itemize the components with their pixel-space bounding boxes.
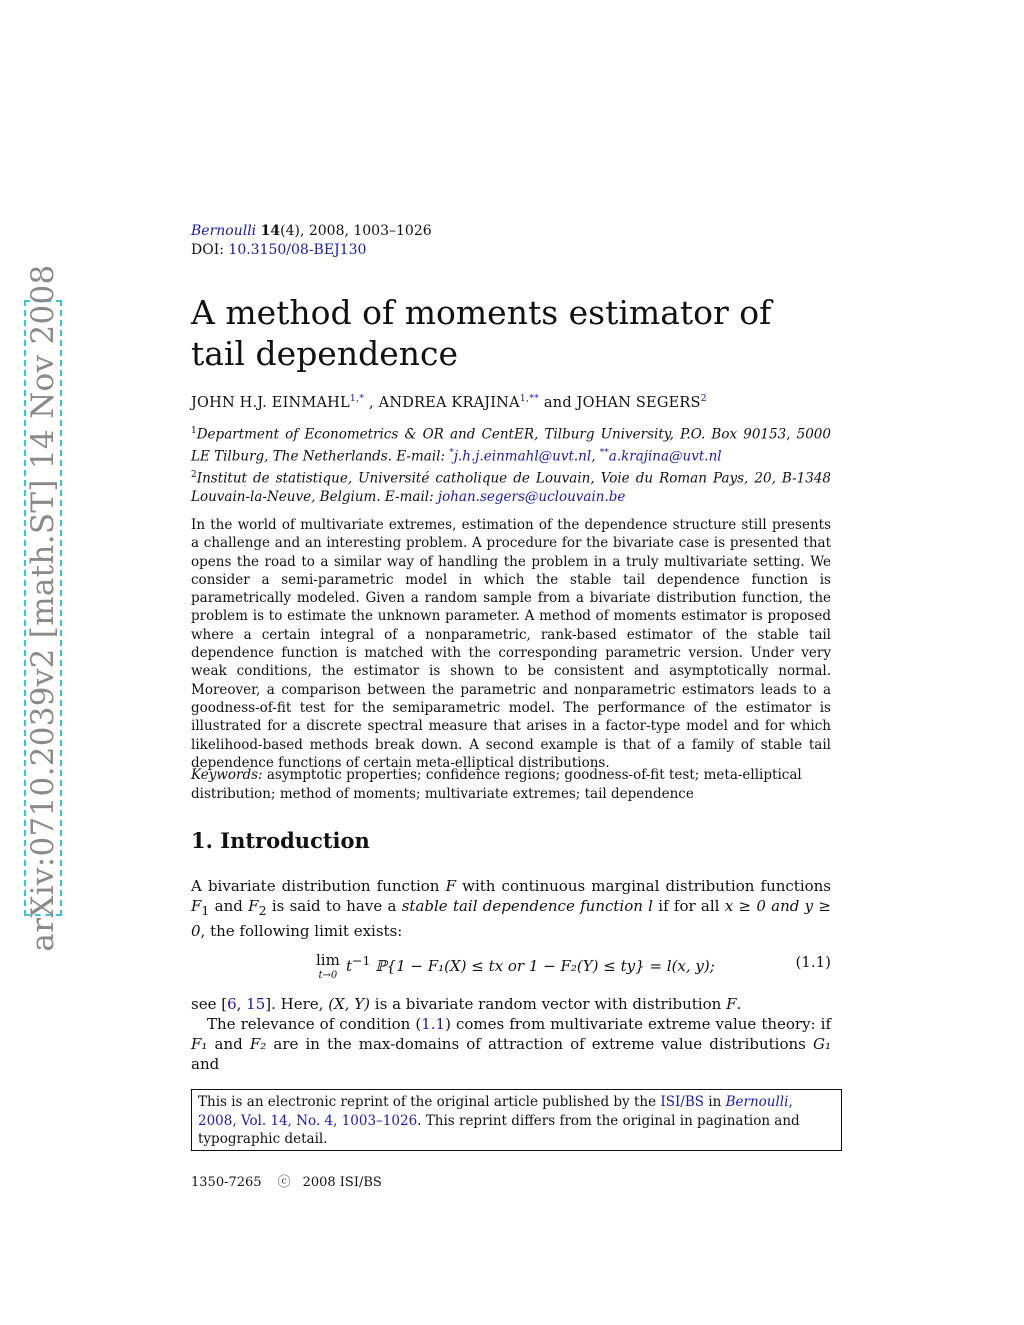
doi-link[interactable]: 10.3150/08-BEJ130 <box>228 242 367 258</box>
affiliation-text: Department of Econometrics & OR and CentER, Tilburg University, P.O. Box 90153, 5000 LE Tilburg, The Netherlands. E-mail: <box>191 426 831 465</box>
journal-name-link[interactable]: Bernoulli <box>191 223 257 239</box>
publisher-link[interactable]: ISI/BS <box>660 1094 704 1110</box>
text-run: and <box>207 1035 250 1053</box>
equation-ref-link[interactable]: 1.1 <box>421 1015 446 1033</box>
journal-link[interactable]: Bernoulli <box>725 1094 789 1110</box>
email-mark: * <box>449 448 454 458</box>
copyright-holder: 2008 ISI/BS <box>302 1175 382 1190</box>
text-run: if for all <box>652 897 725 915</box>
text-run: and <box>209 897 249 915</box>
limit-operator <box>316 950 340 981</box>
keywords <box>191 766 831 803</box>
equation-body <box>346 953 715 975</box>
text-run: and <box>191 1055 220 1073</box>
author-name: JOHN H.J. EINMAHL <box>191 394 350 411</box>
text-run: see [ <box>191 995 228 1013</box>
citation-detail-link[interactable]: 2008, Vol. 14, No. 4, 1003–1026 <box>198 1112 418 1129</box>
equation-number: (1.1) <box>795 953 831 971</box>
defined-term: stable tail dependence function l <box>401 897 653 915</box>
keywords-text: asymptotic properties; confidence regions; goodness-of-fit test; meta-elliptical distribution; method of moments; multivariate extremes; tail dependence <box>191 767 802 802</box>
text-run: . This reprint differs from the original in pagination and typographic detail. <box>198 1112 800 1147</box>
email-link[interactable]: johan.segers@uclouvain.be <box>437 489 626 505</box>
citation-link[interactable]: 15 <box>246 995 266 1013</box>
affiliations <box>191 422 831 507</box>
text-run: , the following limit exists: <box>200 922 403 940</box>
math-var: (X, Y) <box>328 995 371 1013</box>
equation-exponent: −1 <box>352 953 371 968</box>
lim-text: lim <box>316 951 340 969</box>
author-affiliation-mark[interactable]: 1,** <box>519 393 540 404</box>
display-equation <box>191 950 831 984</box>
affiliation-text: Institut de statistique, Université catholique de Louvain, Voie du Roman Pays, 20, B-1348 Louvain-la-Neuve, Belgium. E-mail: <box>191 470 831 505</box>
text-run: in <box>704 1094 726 1110</box>
text-run: The relevance of condition ( <box>207 1015 422 1033</box>
text-run: is said to have a <box>266 897 402 915</box>
citation-link[interactable]: 6 <box>227 995 237 1013</box>
math-subscript: 2 <box>258 903 267 918</box>
arxiv-identifier: arXiv:0710.2039v2 [math.ST] 14 Nov 2008 <box>25 264 61 952</box>
author-name: JOHAN SEGERS <box>576 394 701 411</box>
author-name: ANDREA KRAJINA <box>378 394 520 411</box>
math-condition: x ≥ 0 and y ≥ 0 <box>191 897 831 940</box>
journal-reference <box>191 222 432 260</box>
abstract: In the world of multivariate extremes, estimation of the dependence structure still presents a challenge and an interesting problem. A procedure for the bivariate case is presented that opens the road to a similar way of handling the problem in a truly multivariate setting. We consider a semi-parametric model in which the stable tail dependence function is parametrically modeled. Given a random sample from a bivariate distribution function, the problem is to estimate the unknown parameter. A method of moments estimator is proposed where a certain integral of a nonparametric, rank-based estimator of the stable tail dependence function is matched with the corresponding parametric version. Under very weak conditions, the estimator is shown to be consistent and asymptotically normal. Moreover, a comparison between the parametric and nonparametric estimators leads to a goodness-of-fit test for the semiparametric model. The performance of the estimator is illustrated for a discrete spectral measure that arises in a factor-type model and for which likelihood-based methods break down. A second example is that of a family of stable tail dependence functions of certain meta-elliptical distributions. <box>191 517 831 771</box>
text-run: ) comes from multivariate extreme value theory: if <box>445 1015 831 1033</box>
lim-subscript: t→0 <box>318 970 338 981</box>
paper-title <box>191 292 771 374</box>
math-var: F₁ <box>191 1035 208 1053</box>
equation-t: t <box>346 957 353 975</box>
title-line-2: tail dependence <box>191 334 459 373</box>
doi-label: DOI: <box>191 242 224 258</box>
text-run: are in the max-domains of attraction of extreme value distributions <box>266 1035 813 1053</box>
intro-paragraph-2 <box>191 994 831 1074</box>
journal-issue-pages: (4), 2008, 1003–1026 <box>280 223 432 239</box>
text-run: , <box>788 1094 793 1110</box>
email-link[interactable]: a.krajina@uvt.nl <box>608 448 722 465</box>
journal-citation-line <box>191 222 432 241</box>
text-run: ]. Here, <box>265 995 329 1013</box>
text-run: with continuous marginal distribution functions <box>456 877 832 895</box>
math-var: F <box>445 877 456 895</box>
email-mark: ** <box>599 448 609 458</box>
issn: 1350-7265 <box>191 1175 262 1190</box>
author-separator: , <box>364 394 379 411</box>
keywords-label: Keywords: <box>191 767 263 783</box>
author-affiliation-mark[interactable]: 1,* <box>349 393 365 404</box>
text-run: This is an electronic reprint of the original article published by the <box>198 1094 661 1110</box>
text-run: A bivariate distribution function <box>191 877 446 895</box>
journal-volume: 14 <box>260 223 281 239</box>
copyright-line <box>191 1171 382 1190</box>
intro-paragraph-1 <box>191 876 831 941</box>
copyright-icon: ⓒ <box>277 1175 291 1190</box>
math-var: F₂ <box>249 1035 267 1053</box>
equation-expression: ℙ{1 − F₁(X) ≤ tx or 1 − F₂(Y) ≤ ty} = l(x, y); <box>375 957 715 975</box>
affiliation-number: 2 <box>191 470 197 480</box>
author-list <box>191 393 707 411</box>
text-run: . <box>736 995 742 1013</box>
doi-line <box>191 241 432 260</box>
arxiv-stamp[interactable] <box>24 264 62 952</box>
text-run: is a bivariate random vector with distribution <box>370 995 727 1013</box>
email-separator: , <box>591 448 600 465</box>
math-var: F <box>191 897 202 915</box>
section-title: Introduction <box>220 828 370 853</box>
author-conjunction: and <box>539 394 577 411</box>
math-var: F <box>248 897 259 915</box>
section-number: 1. <box>191 828 213 853</box>
author-affiliation-mark[interactable]: 2 <box>700 393 707 404</box>
title-line-1: A method of moments estimator of <box>191 293 772 332</box>
affiliation-number: 1 <box>191 426 197 436</box>
reprint-notice <box>191 1089 842 1151</box>
text-run: , <box>236 995 247 1013</box>
section-heading <box>191 828 370 853</box>
math-var: G₁ <box>812 1035 831 1053</box>
email-link[interactable]: j.h.j.einmahl@uvt.nl <box>453 448 592 465</box>
math-var: F <box>726 995 737 1013</box>
math-subscript: 1 <box>201 903 210 918</box>
